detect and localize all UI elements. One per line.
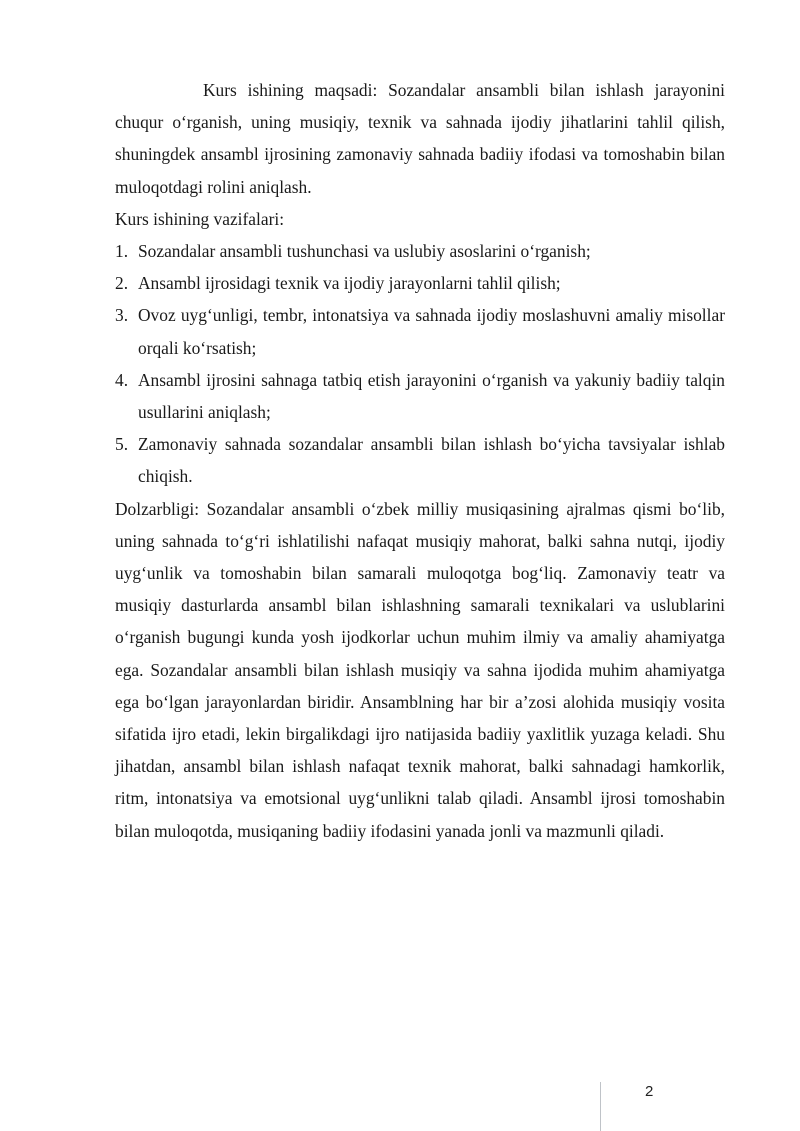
footer-divider <box>600 1082 601 1131</box>
list-item <box>115 299 725 363</box>
list-item-text: Sozandalar ansambli tushunchasi va uslubiy asoslarini o‘rganish; <box>138 241 591 262</box>
tasks-heading: Kurs ishining vazifalari: <box>115 208 285 229</box>
list-item <box>115 428 725 492</box>
purpose-paragraph: Kurs ishining maqsadi: Sozandalar ansambli bilan ishlash jarayonini chuqur o‘rganish, uning musiqiy, texnik va sahnada ijodiy jihatlarini tahlil qilish, shuningdek ansambl ijrosining zamonaviy sahnada badiiy ifodasi va tomoshabin bilan muloqotdagi rolini aniqlash. <box>115 80 725 197</box>
page-number: 2 <box>645 1083 654 1100</box>
list-item <box>115 267 725 299</box>
list-item-text: Zamonaviy sahnada sozandalar ansambli bilan ishlash bo‘yicha tavsiyalar ishlab chiqish. <box>138 434 725 487</box>
list-item-number: 4. <box>115 369 129 390</box>
relevance-paragraph: Dolzarbligi: Sozandalar ansambli o‘zbek milliy musiqasining ajralmas qismi bo‘lib, uning sahnada to‘g‘ri ishlatilishi nafaqat musiqiy mahorat, balki sahna nutqi, ijodiy uyg‘unlik va tomoshabin bilan samarali muloqotga bog‘liq. Zamonaviy teatr va musiqiy dasturlarda ansambl bilan ishlashning samarali texnikalari va uslublarini o‘rganish bugungi kunda yosh ijodkorlar uchun muhim ilmiy va amaliy ahamiyatga ega. Sozandalar ansambli bilan ishlash musiqiy va sahna ijodida muhim ahamiyatga ega bo‘lgan jarayonlardan biridir. Ansamblning har bir a’zosi alohida musiqiy vosita sifatida ijro etadi, lekin birgalikdagi ijro natijasida badiiy yaxlitlik yuzaga keladi. Shu jihatdan, ansambl bilan ishlash nafaqat texnik mahorat, balki sahnadagi hamkorlik, ritm, intonatsiya va emotsional uyg‘unlikni talab qiladi. Ansambl ijrosi tomoshabin bilan muloqotda, musiqaning badiiy ifodasini yanada jonli va mazmunli qiladi. <box>115 498 725 841</box>
document-body <box>115 74 725 847</box>
list-item-text: Ansambl ijrosidagi texnik va ijodiy jarayonlarni tahlil qilish; <box>138 273 561 294</box>
list-item-number: 5. <box>115 434 129 455</box>
list-item-text: Ovoz uyg‘unligi, tembr, intonatsiya va sahnada ijodiy moslashuvni amaliy misollar orqali ko‘rsatish; <box>138 305 725 358</box>
list-item-number: 3. <box>115 305 129 326</box>
tasks-list <box>115 235 725 493</box>
list-item-text: Ansambl ijrosini sahnaga tatbiq etish jarayonini o‘rganish va yakuniy badiiy talqin usullarini aniqlash; <box>138 369 725 423</box>
list-item-number: 2. <box>115 273 129 294</box>
list-item-number: 1. <box>115 241 129 262</box>
list-item <box>115 235 725 267</box>
list-item <box>115 364 725 428</box>
